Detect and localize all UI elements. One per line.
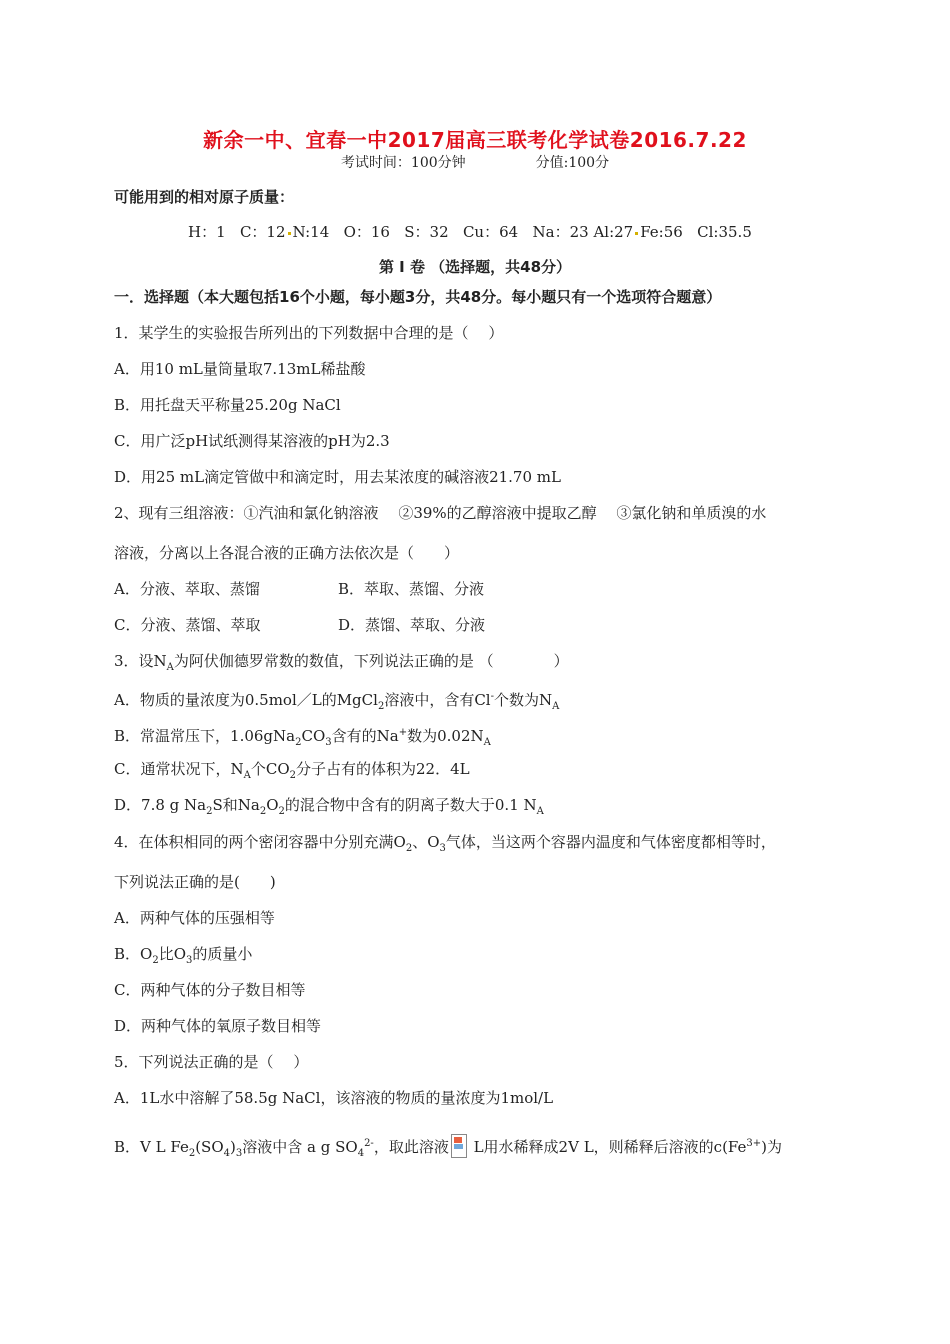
- q3-option-b: B．常温常压下，$1.06gNa_2CO_3$含有的Na+数为$0.02N_A$: [114, 727, 491, 748]
- subscript: 3: [186, 955, 193, 966]
- mass-c: C：12: [239, 223, 286, 241]
- superscript: +: [398, 727, 408, 738]
- subscript: 2: [152, 955, 159, 966]
- subscript: 2: [188, 1148, 196, 1159]
- q1-option-c: C．用广泛pH试纸测得某溶液的pH为2.3: [114, 432, 390, 450]
- exam-subtitle: [0, 152, 950, 172]
- subscript: A: [483, 737, 491, 748]
- subscript: A: [243, 770, 251, 781]
- subscript: 3: [325, 737, 332, 748]
- exam-score: 分值:100分: [535, 155, 610, 171]
- mass-al: Al:27: [593, 223, 634, 241]
- q1-option-a: A．用10 mL量筒量取7.13mL稀盐酸: [114, 360, 366, 378]
- superscript: -: [490, 691, 494, 702]
- mass-s: S：32: [404, 223, 449, 241]
- q5-option-a: A．1L水中溶解了58.5g NaCl，该溶液的物质的量浓度为1mol/L: [114, 1089, 554, 1107]
- mass-h: H：1: [188, 223, 226, 241]
- q3-option-c: C．通常状况下，$N_A$个$CO_2$分子占有的体积为22．4L: [114, 760, 470, 781]
- q1-option-d: D．用25 mL滴定管做中和滴定时，用去某浓度的碱溶液21.70 mL: [114, 468, 561, 486]
- subscript: 2: [405, 843, 413, 854]
- subscript: 2: [289, 770, 296, 781]
- subscript: 3: [235, 1148, 243, 1159]
- broken-image-icon: [451, 1134, 467, 1158]
- q3-option-d: D．7.8 g $Na_2S$和$Na_2O_2$的混合物中含有的阴离子数大于0.1 $N_A$: [114, 796, 544, 817]
- q4-option-a: A．两种气体的压强相等: [114, 909, 275, 927]
- q2-option-a: A．分液、萃取、蒸馏: [114, 580, 260, 598]
- superscript: 3+: [746, 1138, 762, 1149]
- mass-n: N:14: [292, 223, 330, 241]
- subscript: 2: [259, 806, 267, 817]
- subscript: A: [536, 806, 544, 817]
- subscript: 4: [223, 1148, 231, 1159]
- q3-option-a: A．物质的量浓度为0.5mol／L的MgCl$_2$溶液中，含有Cl-个数为$N_A$: [114, 691, 560, 712]
- q4-option-c: C．两种气体的分子数目相等: [114, 981, 306, 999]
- q4-option-d: D．两种气体的氧原子数目相等: [114, 1017, 322, 1035]
- q4-stem-line2: 下列说法正确的是( ): [114, 873, 276, 891]
- atomic-mass-label: 可能用到的相对原子质量：: [114, 188, 295, 206]
- subscript: A: [552, 701, 560, 712]
- q4-stem-line1: 4．在体积相同的两个密闭容器中分别充满$O_2$、$O_3$气体，当这两个容器内温度和气体密度都相等时，: [114, 833, 776, 854]
- q5-stem: 5．下列说法正确的是（ ）: [114, 1053, 309, 1071]
- mass-na: Na：23: [532, 223, 589, 241]
- subscript: 2: [206, 806, 213, 817]
- q2-stem-line1: 2、现有三组溶液：①汽油和氯化钠溶液 ②39%的乙醇溶液中提取乙醇 ③氯化钠和单质溴的水: [114, 504, 767, 522]
- mass-o: O：16: [343, 223, 390, 241]
- subscript: A: [166, 662, 174, 673]
- subscript: 3: [439, 843, 446, 854]
- mass-fe: Fe:56: [640, 223, 683, 241]
- q2-option-d: D．蒸馏、萃取、分液: [338, 616, 486, 634]
- subscript: 2: [295, 737, 302, 748]
- q2-option-b: B．萃取、蒸馏、分液: [338, 580, 485, 598]
- mass-cl: Cl:35.5: [697, 223, 752, 241]
- q5-option-b: B．V L $Fe_2(SO_4)_3$溶液中含 a g $SO_4^{2-}$，取此溶液 L用水稀释成2V L，则稀释后溶液的$c(Fe^{3+})$为: [114, 1134, 782, 1164]
- exam-time: 考试时间：100分钟: [340, 155, 466, 171]
- q1-stem: 1．某学生的实验报告所列出的下列数据中合理的是（ ）: [114, 324, 504, 342]
- q2-option-c: C．分液、蒸馏、萃取: [114, 616, 261, 634]
- superscript: 2-: [364, 1138, 374, 1149]
- subscript: 2: [278, 806, 285, 817]
- q2-stem-line2: 溶液，分离以上各混合液的正确方法依次是（ ）: [114, 544, 460, 562]
- subscript: 4: [357, 1148, 365, 1159]
- q1-option-b: B．用托盘天平称量25.20g NaCl: [114, 396, 341, 414]
- atomic-mass-values: [188, 222, 752, 242]
- q3-stem: 3．设$N_A$为阿伏伽德罗常数的数值，下列说法正确的是 （ ）: [114, 652, 569, 673]
- mass-cu: Cu：64: [462, 223, 519, 241]
- subscript: 2: [377, 701, 385, 712]
- exam-title: 新余一中、宜春一中2017届高三联考化学试卷2016.7.22: [203, 128, 747, 152]
- part-heading: 一．选择题（本大题包括16个小题，每小题3分，共48分。每小题只有一个选项符合题意）: [114, 288, 722, 306]
- volume-heading: 第 I 卷 （选择题，共48分）: [378, 258, 572, 276]
- q4-option-b: B．$O_2$比$O_3$的质量小: [114, 945, 253, 966]
